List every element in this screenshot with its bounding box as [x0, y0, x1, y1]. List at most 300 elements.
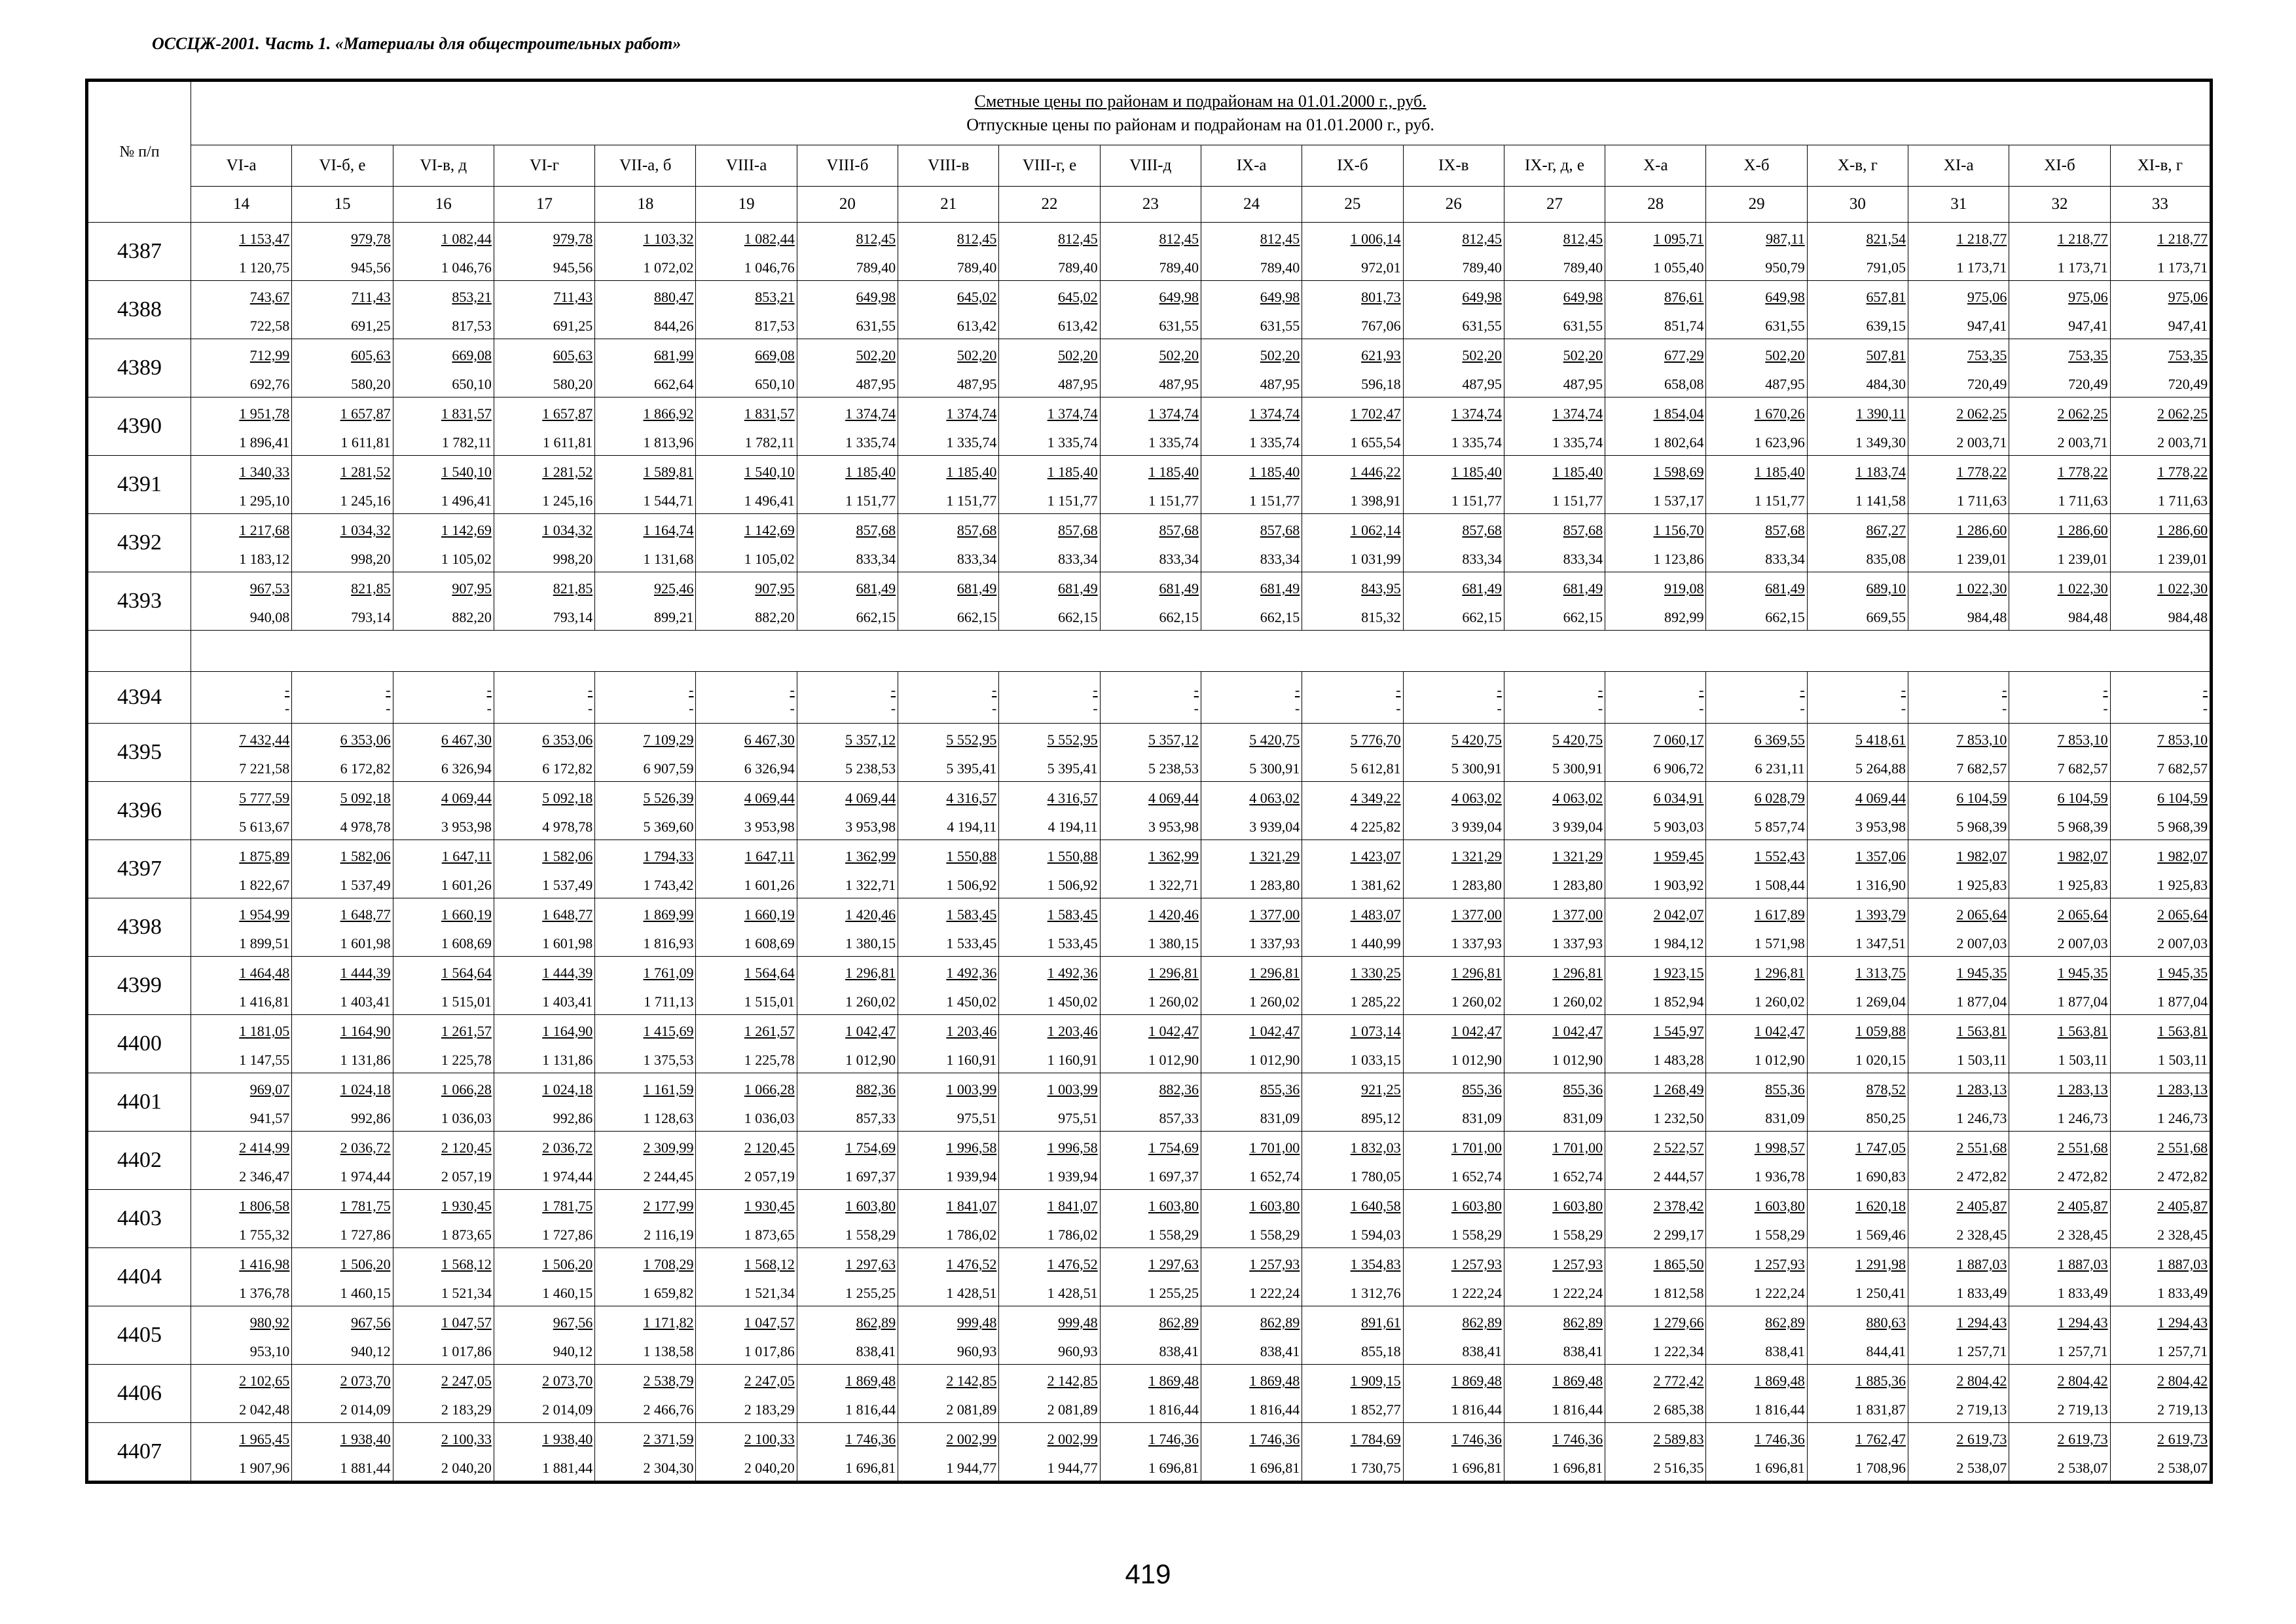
- release-price: 1 533,45: [1047, 935, 1098, 951]
- estimated-price: 862,89: [1159, 1314, 1199, 1331]
- price-cell: [2110, 672, 2211, 724]
- release-price: 1 608,69: [744, 935, 795, 951]
- release-price: 7 221,58: [239, 760, 290, 777]
- price-cell: [595, 672, 696, 724]
- estimated-price: 1 660,19: [441, 906, 492, 923]
- release-price: 631,55: [856, 318, 896, 334]
- estimated-price: 1 022,30: [2057, 580, 2108, 597]
- price-cell: [393, 672, 494, 724]
- release-price: 1 257,71: [1956, 1343, 2007, 1359]
- price-cell: [2110, 1073, 2211, 1132]
- price-cell: [696, 1365, 797, 1423]
- price-cell: [1807, 1190, 1908, 1248]
- price-cell: [898, 898, 999, 957]
- release-price: 1 283,80: [1451, 877, 1502, 893]
- estimated-price: 4 349,22: [1350, 790, 1401, 806]
- release-price: 1 322,71: [845, 877, 896, 893]
- release-price: 1 151,77: [1249, 492, 1300, 509]
- column-number: 19: [696, 187, 797, 223]
- release-price: 3 939,04: [1249, 819, 1300, 835]
- release-price: 1 515,01: [744, 993, 795, 1010]
- price-cell: [2009, 1423, 2110, 1483]
- row-number: 4401: [87, 1073, 191, 1132]
- estimated-price: 2 100,33: [441, 1431, 492, 1447]
- release-price: 789,40: [1159, 259, 1199, 276]
- release-price: 1 012,90: [845, 1052, 896, 1068]
- estimated-price: 1 746,36: [1148, 1431, 1199, 1447]
- estimated-price: 2 538,79: [643, 1373, 694, 1389]
- release-price: 4 194,11: [947, 819, 997, 835]
- estimated-price: 1 603,80: [1249, 1198, 1300, 1214]
- price-cell: [1100, 957, 1201, 1015]
- price-cell: [1504, 1306, 1605, 1365]
- release-price: 658,08: [1664, 376, 1704, 392]
- price-cell: [999, 1306, 1100, 1365]
- estimated-price: 1 185,40: [946, 464, 997, 480]
- price-cell: [292, 1423, 393, 1483]
- release-price: 3 939,04: [1451, 819, 1502, 835]
- price-cell: [2110, 281, 2211, 339]
- release-price: 1 936,78: [1754, 1168, 1805, 1185]
- estimated-price: 2 804,42: [2157, 1373, 2208, 1389]
- estimated-price: 1 082,44: [441, 231, 492, 247]
- price-cell: [898, 1190, 999, 1248]
- release-price: 1 782,11: [441, 434, 492, 451]
- release-price: 662,15: [856, 609, 896, 625]
- price-cell: [494, 1423, 594, 1483]
- price-cell: [595, 514, 696, 572]
- estimated-price: 2 036,72: [542, 1139, 593, 1156]
- price-cell: [1706, 898, 1807, 957]
- estimated-price: 999,48: [957, 1314, 997, 1331]
- estimated-price: 1 203,46: [1047, 1023, 1098, 1039]
- table-row: [87, 1365, 2212, 1423]
- release-price: 1 046,76: [441, 259, 492, 276]
- release-price: 487,95: [1159, 376, 1199, 392]
- release-price: 639,15: [1866, 318, 1906, 334]
- release-price: 1 558,29: [1552, 1227, 1603, 1243]
- release-price: 1 944,77: [1047, 1460, 1098, 1476]
- price-cell: [2110, 724, 2211, 782]
- release-price: -: [486, 700, 492, 716]
- estimated-price: 2 414,99: [239, 1139, 290, 1156]
- release-price: 1 017,86: [441, 1343, 492, 1359]
- price-cell: [1504, 1073, 1605, 1132]
- estimated-price: 1 164,74: [643, 522, 694, 538]
- estimated-price: -: [284, 682, 290, 698]
- release-price: 1 601,26: [744, 877, 795, 893]
- estimated-price: 7 853,10: [2157, 731, 2208, 748]
- price-cell: [898, 1423, 999, 1483]
- release-price: 892,99: [1664, 609, 1704, 625]
- estimated-price: 1 313,75: [1855, 965, 1906, 981]
- estimated-price: 1 330,25: [1350, 965, 1401, 981]
- estimated-price: 711,43: [553, 289, 593, 305]
- release-price: 484,30: [1866, 376, 1906, 392]
- estimated-price: -: [587, 682, 593, 698]
- estimated-price: 1 982,07: [2157, 848, 2208, 864]
- price-cell: [494, 1015, 594, 1073]
- price-cell: [595, 1073, 696, 1132]
- column-number: 26: [1403, 187, 1504, 223]
- price-cell: [1302, 1365, 1403, 1423]
- estimated-price: 876,61: [1664, 289, 1704, 305]
- release-price: 882,20: [755, 609, 795, 625]
- release-price: 1 877,04: [2157, 993, 2208, 1010]
- price-cell: [393, 514, 494, 572]
- estimated-price: 1 754,69: [845, 1139, 896, 1156]
- estimated-price: 1 279,66: [1653, 1314, 1704, 1331]
- estimated-price: 5 092,18: [340, 790, 391, 806]
- price-cell: [2009, 840, 2110, 898]
- estimated-price: 1 945,35: [1956, 965, 2007, 981]
- estimated-price: 1 657,87: [340, 405, 391, 422]
- estimated-price: 2 551,68: [1956, 1139, 2007, 1156]
- row-number: 4402: [87, 1132, 191, 1190]
- price-cell: [797, 898, 898, 957]
- release-price: -: [890, 700, 896, 716]
- price-cell: [292, 1015, 393, 1073]
- estimated-price: 1 708,29: [643, 1256, 694, 1272]
- region-header-row: [87, 145, 2212, 187]
- release-price: 2 183,29: [744, 1401, 795, 1418]
- price-cell: [1100, 397, 1201, 456]
- release-price: 1 183,12: [239, 551, 290, 567]
- release-price: 1 260,02: [1552, 993, 1603, 1010]
- release-price: -: [284, 700, 290, 716]
- estimated-price: 857,68: [1058, 522, 1098, 538]
- estimated-price: 1 492,36: [946, 965, 997, 981]
- release-price: 1 222,34: [1653, 1343, 1704, 1359]
- estimated-price: 2 619,73: [1956, 1431, 2007, 1447]
- column-number: 15: [292, 187, 393, 223]
- estimated-price: 1 640,58: [1350, 1198, 1401, 1214]
- estimated-price: 857,68: [1159, 522, 1199, 538]
- estimated-price: 4 069,44: [845, 790, 896, 806]
- price-cell: [191, 397, 292, 456]
- price-cell: [1100, 1073, 1201, 1132]
- release-price: 1 558,29: [1249, 1227, 1300, 1243]
- release-price: 1 120,75: [239, 259, 290, 276]
- price-cell: [1302, 672, 1403, 724]
- row-number: 4389: [87, 339, 191, 397]
- release-price: 1 652,74: [1451, 1168, 1502, 1185]
- table-row: [87, 572, 2212, 631]
- table-row: [87, 1306, 2212, 1365]
- price-cell: [1706, 957, 1807, 1015]
- price-cell: [292, 339, 393, 397]
- price-cell: [1605, 1132, 1706, 1190]
- release-price: 1 873,65: [744, 1227, 795, 1243]
- column-number: 27: [1504, 187, 1605, 223]
- release-price: 2 299,17: [1653, 1227, 1704, 1243]
- price-cell: [494, 281, 594, 339]
- estimated-price: 7 109,29: [643, 731, 694, 748]
- estimated-price: 605,63: [351, 347, 391, 363]
- price-cell: [797, 782, 898, 840]
- release-price: 1 569,46: [1855, 1227, 1906, 1243]
- price-cell: [1807, 456, 1908, 514]
- estimated-price: 1 598,69: [1653, 464, 1704, 480]
- region-header: VII-а, б: [595, 145, 696, 187]
- price-cell: [191, 223, 292, 281]
- release-price: 1 151,77: [845, 492, 896, 509]
- release-price: 1 802,64: [1653, 434, 1704, 451]
- price-cell: [393, 281, 494, 339]
- estimated-price: -: [1901, 682, 1906, 698]
- price-cell: [1504, 397, 1605, 456]
- estimated-price: 1 831,57: [441, 405, 492, 422]
- price-cell: [1403, 1132, 1504, 1190]
- estimated-price: 5 092,18: [542, 790, 593, 806]
- price-cell: [1201, 223, 1302, 281]
- column-number: 31: [1908, 187, 2009, 223]
- estimated-price: 812,45: [1260, 231, 1300, 247]
- estimated-price: 1 746,36: [1754, 1431, 1805, 1447]
- estimated-price: 1 283,13: [2057, 1081, 2108, 1098]
- release-price: 1 730,75: [1350, 1460, 1401, 1476]
- release-price: 953,10: [249, 1343, 290, 1359]
- price-cell: [1605, 281, 1706, 339]
- release-price: 1 257,71: [2157, 1343, 2208, 1359]
- estimated-price: 2 073,70: [542, 1373, 593, 1389]
- estimated-price: 681,49: [957, 580, 997, 597]
- release-price: 838,41: [1765, 1343, 1805, 1359]
- price-cell: [1706, 840, 1807, 898]
- empty-row-number: [87, 631, 191, 672]
- release-price: 1 696,81: [1451, 1460, 1502, 1476]
- release-price: 1 984,12: [1653, 935, 1704, 951]
- price-cell: [797, 1306, 898, 1365]
- price-cell: [1403, 514, 1504, 572]
- estimated-price: 1 296,81: [1451, 965, 1502, 981]
- release-price: 4 978,78: [542, 819, 593, 835]
- price-cell: [797, 456, 898, 514]
- price-cell: [393, 898, 494, 957]
- estimated-price: 5 418,61: [1855, 731, 1906, 748]
- estimated-price: 1 416,98: [239, 1256, 290, 1272]
- release-price: 1 335,74: [1047, 434, 1098, 451]
- price-cell: [1807, 1365, 1908, 1423]
- release-price: 1 544,71: [643, 492, 694, 509]
- estimated-price: 5 420,75: [1451, 731, 1502, 748]
- estimated-price: -: [2002, 682, 2007, 698]
- release-price: -: [1093, 700, 1098, 716]
- price-cell: [1100, 1190, 1201, 1248]
- estimated-price: 1 761,09: [643, 965, 694, 981]
- price-cell: [2009, 1365, 2110, 1423]
- estimated-price: 862,89: [856, 1314, 896, 1331]
- release-price: 6 907,59: [643, 760, 694, 777]
- estimated-price: -: [1294, 682, 1300, 698]
- release-price: 1 232,50: [1653, 1110, 1704, 1126]
- estimated-price: 1 996,58: [1047, 1139, 1098, 1156]
- release-price: 5 300,91: [1552, 760, 1603, 777]
- price-cell: [999, 397, 1100, 456]
- price-cell: [1706, 397, 1807, 456]
- region-header: VIII-г, е: [999, 145, 1100, 187]
- price-cell: [1807, 840, 1908, 898]
- estimated-price: 1 047,57: [744, 1314, 795, 1331]
- release-price: 1 652,74: [1249, 1168, 1300, 1185]
- release-price: 2 538,07: [2057, 1460, 2108, 1476]
- estimated-price: -: [1800, 682, 1805, 698]
- estimated-price: 1 603,80: [1754, 1198, 1805, 1214]
- release-price: 1 537,17: [1653, 492, 1704, 509]
- release-price: 975,51: [1058, 1110, 1098, 1126]
- estimated-price: 1 841,07: [1047, 1198, 1098, 1214]
- price-cell: [1504, 1365, 1605, 1423]
- price-cell: [1504, 1015, 1605, 1073]
- price-cell: [292, 1306, 393, 1365]
- estimated-price: 502,20: [1159, 347, 1199, 363]
- estimated-price: 649,98: [1563, 289, 1603, 305]
- estimated-price: 753,35: [2168, 347, 2208, 363]
- price-cell: [1403, 1015, 1504, 1073]
- price-cell: [191, 840, 292, 898]
- price-cell: [1403, 1073, 1504, 1132]
- price-cell: [1100, 572, 1201, 631]
- estimated-price: 1 647,11: [744, 848, 795, 864]
- release-price: 1 727,86: [340, 1227, 391, 1243]
- estimated-price: 855,36: [1765, 1081, 1805, 1098]
- estimated-price: 1 583,45: [1047, 906, 1098, 923]
- release-price: 1 696,81: [1249, 1460, 1300, 1476]
- release-price: 1 225,78: [744, 1052, 795, 1068]
- release-price: 1 128,63: [643, 1110, 694, 1126]
- release-price: -: [992, 700, 997, 716]
- price-cell: [1403, 281, 1504, 339]
- release-price: 1 151,77: [1148, 492, 1199, 509]
- estimated-price: -: [1597, 682, 1603, 698]
- estimated-price: 1 153,47: [239, 231, 290, 247]
- price-cell: [999, 898, 1100, 957]
- release-price: 5 264,88: [1855, 760, 1906, 777]
- price-cell: [1908, 840, 2009, 898]
- release-price: 1 312,76: [1350, 1285, 1401, 1301]
- estimated-price: 855,36: [1563, 1081, 1603, 1098]
- release-price: 789,40: [957, 259, 997, 276]
- release-price: 1 696,81: [1148, 1460, 1199, 1476]
- release-price: 815,32: [1361, 609, 1401, 625]
- price-cell: [1605, 1423, 1706, 1483]
- price-cell: [292, 1132, 393, 1190]
- row-number: 4394: [87, 672, 191, 724]
- price-cell: [696, 898, 797, 957]
- empty-row: [191, 631, 2212, 672]
- region-header: VI-б, е: [292, 145, 393, 187]
- estimated-price: 1 357,06: [1855, 848, 1906, 864]
- release-price: 838,41: [1159, 1343, 1199, 1359]
- release-price: 899,21: [653, 609, 694, 625]
- release-price: 662,15: [957, 609, 997, 625]
- estimated-price: 1 374,74: [1047, 405, 1098, 422]
- estimated-price: 712,99: [249, 347, 290, 363]
- release-price: 1 786,02: [1047, 1227, 1098, 1243]
- estimated-price: 1 296,81: [1754, 965, 1805, 981]
- row-number: 4392: [87, 514, 191, 572]
- price-cell: [595, 223, 696, 281]
- release-price: 631,55: [1260, 318, 1300, 334]
- estimated-price: 1 185,40: [1047, 464, 1098, 480]
- estimated-price: 753,35: [2068, 347, 2108, 363]
- estimated-price: 1 423,07: [1350, 848, 1401, 864]
- price-cell: [1201, 1190, 1302, 1248]
- estimated-price: 6 104,59: [1956, 790, 2007, 806]
- release-price: -: [1901, 700, 1906, 716]
- price-cell: [1201, 1132, 1302, 1190]
- table-row: [87, 223, 2212, 281]
- release-price: 1 260,02: [1451, 993, 1502, 1010]
- estimated-price: 1 073,14: [1350, 1023, 1401, 1039]
- estimated-price: 2 062,25: [2057, 405, 2108, 422]
- price-cell: [797, 572, 898, 631]
- estimated-price: 1 294,43: [2157, 1314, 2208, 1331]
- price-cell: [1403, 724, 1504, 782]
- price-cell: [696, 572, 797, 631]
- price-cell: [1807, 672, 1908, 724]
- release-price: 691,25: [351, 318, 391, 334]
- estimated-price: -: [790, 682, 795, 698]
- region-header: XI-б: [2009, 145, 2110, 187]
- release-price: 669,55: [1866, 609, 1906, 625]
- price-cell: [393, 957, 494, 1015]
- release-price: 1 138,58: [643, 1343, 694, 1359]
- row-number: 4400: [87, 1015, 191, 1073]
- estimated-price: 1 938,40: [542, 1431, 593, 1447]
- release-price: 1 337,93: [1451, 935, 1502, 951]
- release-price: 945,56: [351, 259, 391, 276]
- price-cell: [797, 339, 898, 397]
- estimated-price: 502,20: [1765, 347, 1805, 363]
- estimated-price: 1 297,63: [1148, 1256, 1199, 1272]
- estimated-price: 2 062,25: [2157, 405, 2208, 422]
- estimated-price: 907,95: [755, 580, 795, 597]
- release-price: 1 222,24: [1754, 1285, 1805, 1301]
- release-price: 1 012,90: [1249, 1052, 1300, 1068]
- estimated-price: 1 831,57: [744, 405, 795, 422]
- release-price: 1 852,94: [1653, 993, 1704, 1010]
- price-cell: [1706, 782, 1807, 840]
- estimated-price: 1 286,60: [1956, 522, 2007, 538]
- estimated-price: 2 551,68: [2057, 1139, 2108, 1156]
- release-price: 2 472,82: [1956, 1168, 2007, 1185]
- price-cell: [1807, 1132, 1908, 1190]
- price-cell: [2110, 456, 2211, 514]
- release-price: 662,15: [1765, 609, 1805, 625]
- price-cell: [1100, 223, 1201, 281]
- estimated-price: -: [386, 682, 391, 698]
- price-cell: [494, 672, 594, 724]
- price-cell: [999, 840, 1100, 898]
- price-cell: [1807, 514, 1908, 572]
- release-price: 2 040,20: [441, 1460, 492, 1476]
- price-cell: [292, 672, 393, 724]
- release-price: 947,41: [2168, 318, 2208, 334]
- price-cell: [1201, 1423, 1302, 1483]
- release-price: 1 877,04: [1956, 993, 2007, 1010]
- estimated-price: 1 938,40: [340, 1431, 391, 1447]
- price-cell: [999, 1190, 1100, 1248]
- estimated-price: 1 885,36: [1855, 1373, 1906, 1389]
- price-cell: [1403, 572, 1504, 631]
- estimated-price: 1 377,00: [1249, 906, 1300, 923]
- price-cell: [393, 1132, 494, 1190]
- price-cell: [1100, 898, 1201, 957]
- release-price: 1 611,81: [543, 434, 593, 451]
- release-price: 1 506,92: [946, 877, 997, 893]
- estimated-price: 605,63: [553, 347, 593, 363]
